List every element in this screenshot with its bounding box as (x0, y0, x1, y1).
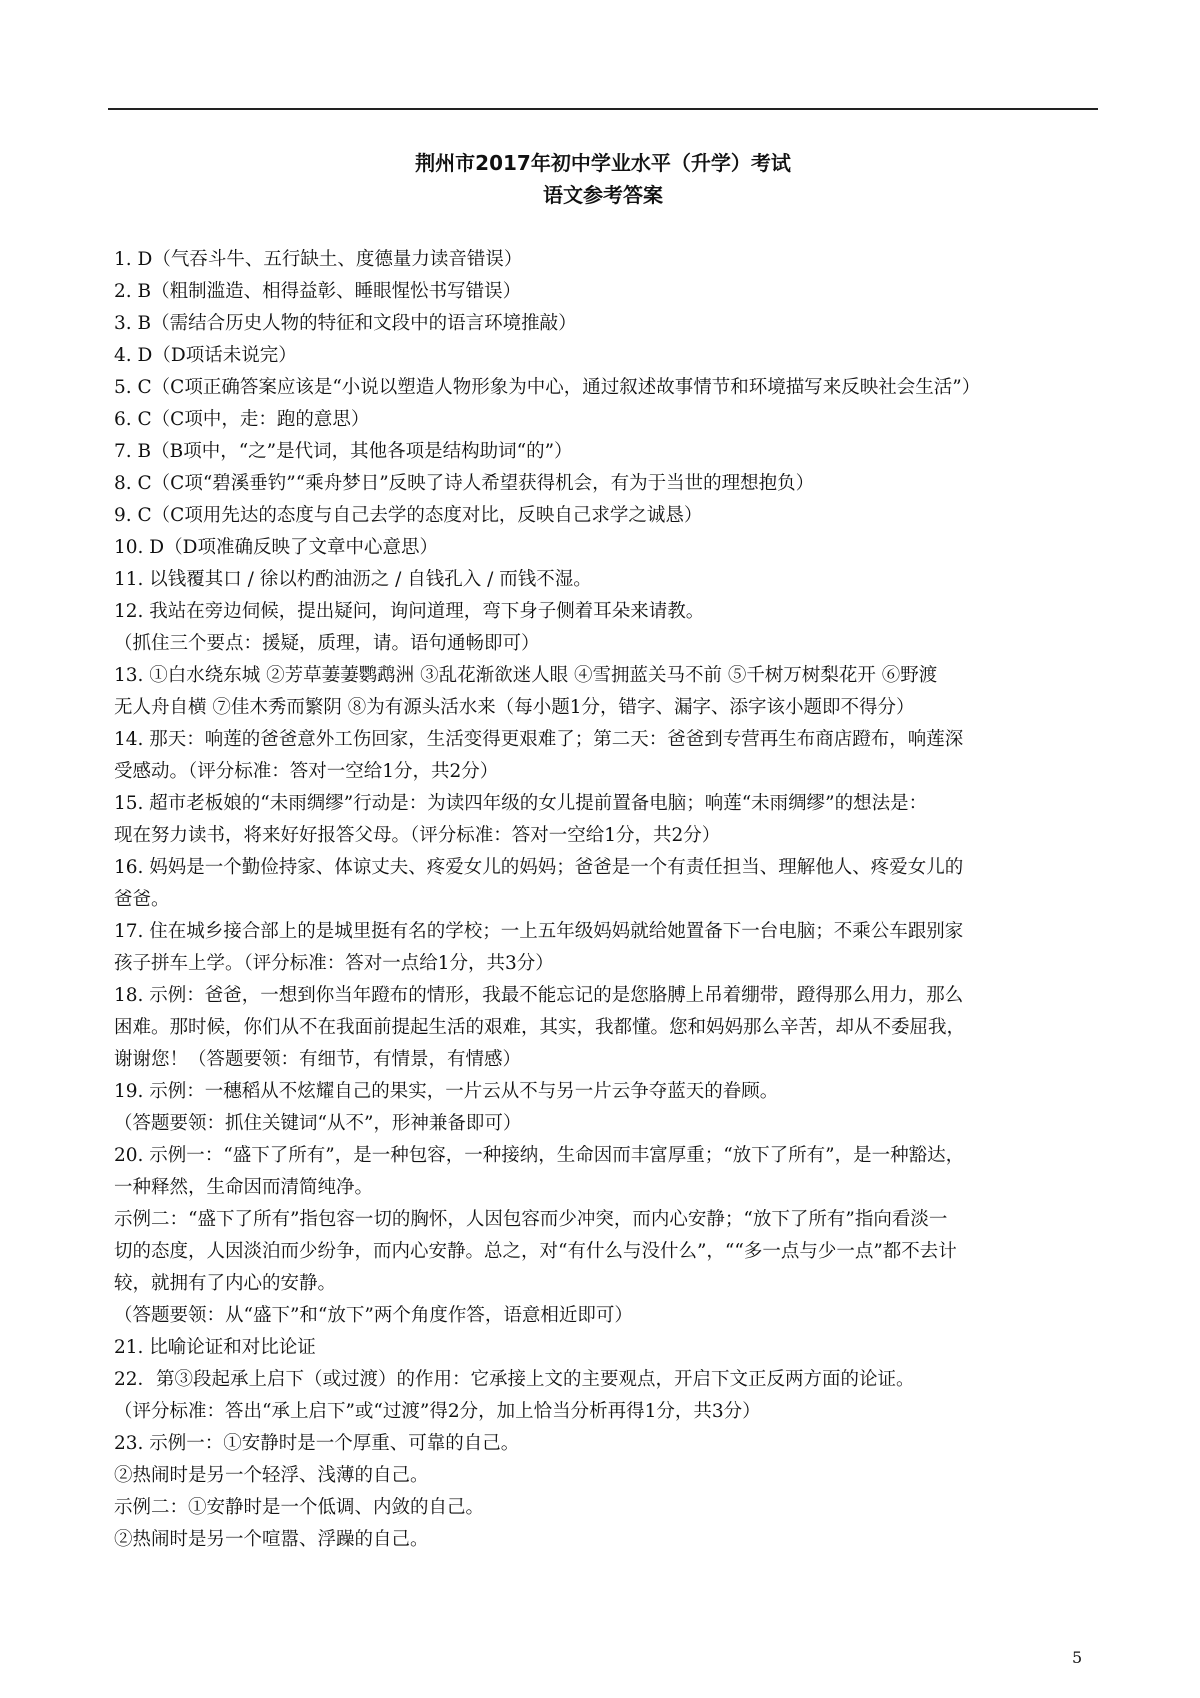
header-rule (108, 108, 1098, 110)
answer-line: 23. 示例一：①安静时是一个厚重、可靠的自己。 (114, 1433, 520, 1454)
answer-line: 受感动。（评分标准：答对一空给1分，共2分） (114, 761, 499, 782)
answer-line: 7. B（B项中，“之”是代词，其他各项是结构助词“的”） (114, 441, 573, 462)
answer-line: 19. 示例：一穗稻从不炫耀自己的果实，一片云从不与另一片云争夺蓝天的眷顾。 (114, 1081, 779, 1102)
answer-line: 2. B（粗制滥造、相得益彰、睡眼惺忪书写错误） (114, 281, 522, 302)
answer-line: 一种释然，生命因而清简纯净。 (114, 1177, 374, 1198)
document-subtitle: 语文参考答案 (543, 183, 663, 207)
answer-list (114, 244, 1098, 1556)
answer-line: （评分标准：答出“承上启下”或“过渡”得2分，加上恰当分析再得1分，共3分） (114, 1401, 761, 1422)
answer-line: 5. C（C项正确答案应该是“小说以塑造人物形象为中心，通过叙述故事情节和环境描写来反映社会生活”） (114, 377, 981, 398)
answer-line: 16. 妈妈是一个勤俭持家、体谅丈夫、疼爱女儿的妈妈；爸爸是一个有责任担当、理解他人、疼爱女儿的 (114, 857, 964, 878)
answer-line: 示例二：“盛下了所有”指包容一切的胸怀，人因包容而少冲突，而内心安静；“放下了所有”指向看淡一 (114, 1209, 948, 1230)
answer-line: 1. D（气吞斗牛、五行缺土、度德量力读音错误） (114, 249, 523, 270)
answer-line: 20. 示例一：“盛下了所有”，是一种包容，一种接纳，生命因而丰富厚重；“放下了所有”，是一种豁达， (114, 1145, 965, 1166)
answer-line: 谢谢您！（答题要领：有细节，有情景，有情感） (114, 1049, 522, 1070)
title-block (108, 147, 1098, 211)
answer-line: ②热闹时是另一个轻浮、浅薄的自己。 (114, 1465, 429, 1486)
answer-line: 12. 我站在旁边伺候，提出疑问，询问道理，弯下身子侧着耳朵来请教。 (114, 601, 705, 622)
answer-line: （答题要领：抓住关键词“从不”，形神兼备即可） (114, 1113, 522, 1134)
answer-line: （答题要领：从“盛下”和“放下”两个角度作答，语意相近即可） (114, 1305, 633, 1326)
answer-line: 11. 以钱覆其口 / 徐以杓酌油沥之 / 自钱孔入 / 而钱不湿。 (114, 569, 592, 590)
answer-line: 3. B（需结合历史人物的特征和文段中的语言环境推敲） (114, 313, 577, 334)
answer-line: 18. 示例：爸爸，一想到你当年蹬布的情形，我最不能忘记的是您胳膊上吊着绷带，蹬得那么用力，那么 (114, 985, 964, 1006)
answer-line: ②热闹时是另一个喧嚣、浮躁的自己。 (114, 1529, 429, 1550)
answer-line: （抓住三个要点：援疑，质理，请。语句通畅即可） (114, 633, 540, 654)
answer-line: 6. C（C项中，走：跑的意思） (114, 409, 370, 430)
answer-line: 15. 超市老板娘的“未雨绸缪”行动是：为读四年级的女儿提前置备电脑；响莲“未雨绸缪”的想法是： (114, 793, 928, 814)
answer-line: 较，就拥有了内心的安静。 (114, 1273, 337, 1294)
answer-line: 无人舟自横 ⑦佳木秀而繁阴 ⑧为有源头活水来（每小题1分，错字、漏字、添字该小题即不得分） (114, 697, 915, 718)
answer-line: 孩子拼车上学。（评分标准：答对一点给1分，共3分） (114, 953, 554, 974)
answer-line: 现在努力读书，将来好好报答父母。（评分标准：答对一空给1分，共2分） (114, 825, 721, 846)
answer-line: 爸爸。 (114, 889, 170, 910)
page-number: 5 (1072, 1648, 1083, 1667)
answer-line: 切的态度，人因淡泊而少纷争，而内心安静。总之，对“有什么与没什么”，““多一点与少一点”都不去计 (114, 1241, 957, 1262)
answer-line: 困难。那时候，你们从不在我面前提起生活的艰难，其实，我都懂。您和妈妈那么辛苦，却从不委屈我， (114, 1017, 966, 1038)
answer-line: 21. 比喻论证和对比论证 (114, 1337, 316, 1358)
answer-line: 10. D（D项准确反映了文章中心意思） (114, 537, 438, 558)
answer-line: 17. 住在城乡接合部上的是城里挺有名的学校；一上五年级妈妈就给她置备下一台电脑；不乘公车跟别家 (114, 921, 964, 942)
answer-line: 14. 那天：响莲的爸爸意外工伤回家，生活变得更艰难了；第二天：爸爸到专营再生布商店蹬布，响莲深 (114, 729, 964, 750)
answer-line: 8. C（C项“碧溪垂钓”“乘舟梦日”反映了诗人希望获得机会，有为于当世的理想抱负） (114, 473, 815, 494)
answer-line: 13. ①白水绕东城 ②芳草萋萋鹦鹉洲 ③乱花渐欲迷人眼 ④雪拥蓝关马不前 ⑤千树万树梨花开 ⑥野渡 (114, 665, 938, 686)
answer-line: 4. D（D项话未说完） (114, 345, 297, 366)
answer-line: 22．第③段起承上启下（或过渡）的作用：它承接上文的主要观点，开启下文正反两方面的论证。 (114, 1369, 915, 1390)
answer-line: 9. C（C项用先达的态度与自己去学的态度对比，反映自己求学之诚恳） (114, 505, 703, 526)
document-title: 荆州市2017年初中学业水平（升学）考试 (415, 151, 791, 175)
answer-line: 示例二：①安静时是一个低调、内敛的自己。 (114, 1497, 485, 1518)
